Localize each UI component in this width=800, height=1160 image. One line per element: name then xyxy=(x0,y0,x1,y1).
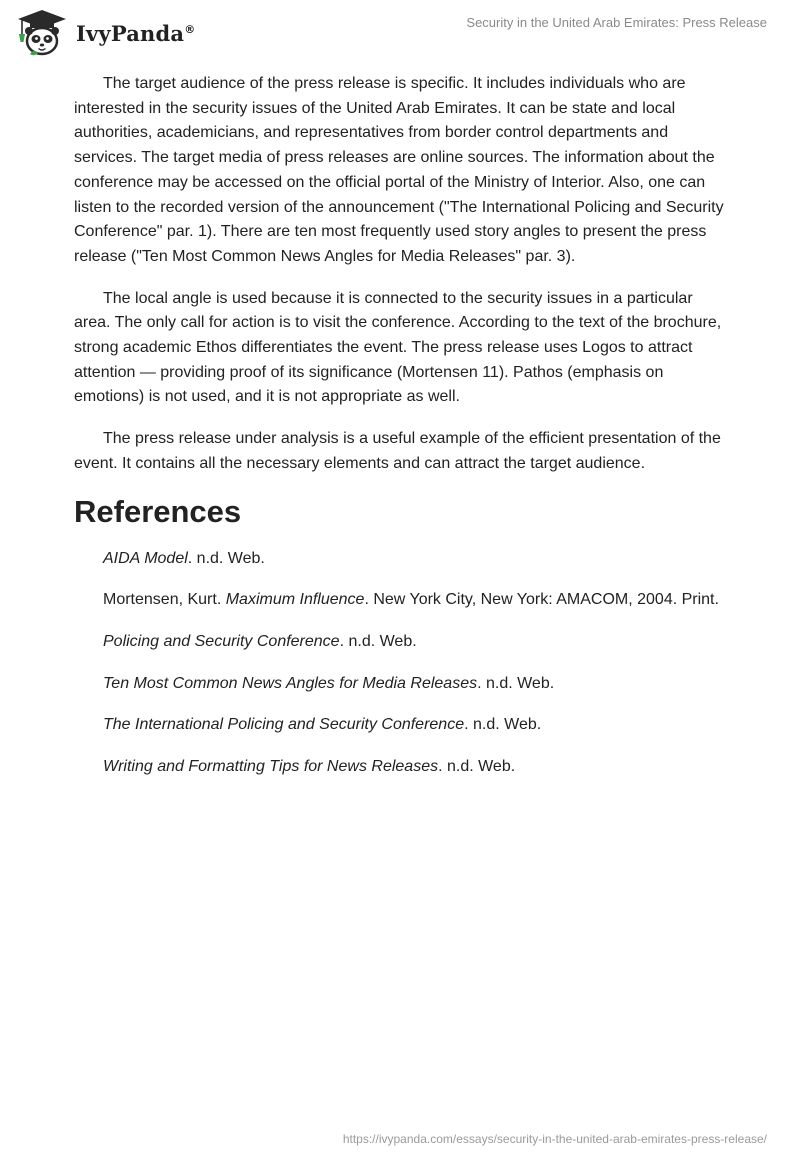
source-url-link[interactable]: https://ivypanda.com/essays/security-in-the-united-arab-emirates-press-release/ xyxy=(342,1132,767,1146)
reference-item: Ten Most Common News Angles for Media Releases. n.d. Web. xyxy=(103,674,555,692)
panda-graduate-icon xyxy=(14,8,70,58)
reference-item: AIDA Model. n.d. Web. xyxy=(103,549,265,567)
reference-item: Writing and Formatting Tips for News Releases. n.d. Web. xyxy=(103,758,516,776)
body-paragraph: The local angle is used because it is connected to the security issues in a particular area. The only call for action is to visit the conference. According to the text of the brochure, strong academic Ethos differentiates the event. The press release uses Logos to attract attention — providing proof of its significance (Mortensen 11). Pathos (emphasis on emotions) is not used, and it is not appropriate as well. xyxy=(74,289,722,406)
reference-item: Mortensen, Kurt. Maximum Influence. New York City, New York: AMACOM, 2004. Print. xyxy=(103,591,719,609)
logo-wordmark: IvyPanda® xyxy=(76,20,196,46)
body-paragraph: The target audience of the press release is specific. It includes individuals who are interested in the security issues of the United Arab Emirates. It can be state and local authorities, academicians, and representatives from border control departments and services. The target media of press releases are online sources. The information about the conference may be accessed on the official portal of the Ministry of Interior. Also, one can listen to the recorded version of the announcement ("The International Policing and Security Conference" par. 1). There are ten most frequently used story angles to present the press release ("Ten Most Common News Angles for Media Releases" par. 3). xyxy=(74,75,724,265)
reference-item: Policing and Security Conference. n.d. Web. xyxy=(103,632,417,650)
references-heading: References xyxy=(74,493,242,529)
page-header xyxy=(0,0,800,60)
body-paragraph: The press release under analysis is a useful example of the efficient presentation of the event. It contains all the necessary elements and can attract the target audience. xyxy=(74,430,721,472)
reference-item: The International Policing and Security Conference. n.d. Web. xyxy=(103,716,542,734)
essay-content xyxy=(74,72,724,797)
ivypanda-logo[interactable] xyxy=(14,8,195,58)
document-title: Security in the United Arab Emirates: Press Release xyxy=(466,15,767,30)
